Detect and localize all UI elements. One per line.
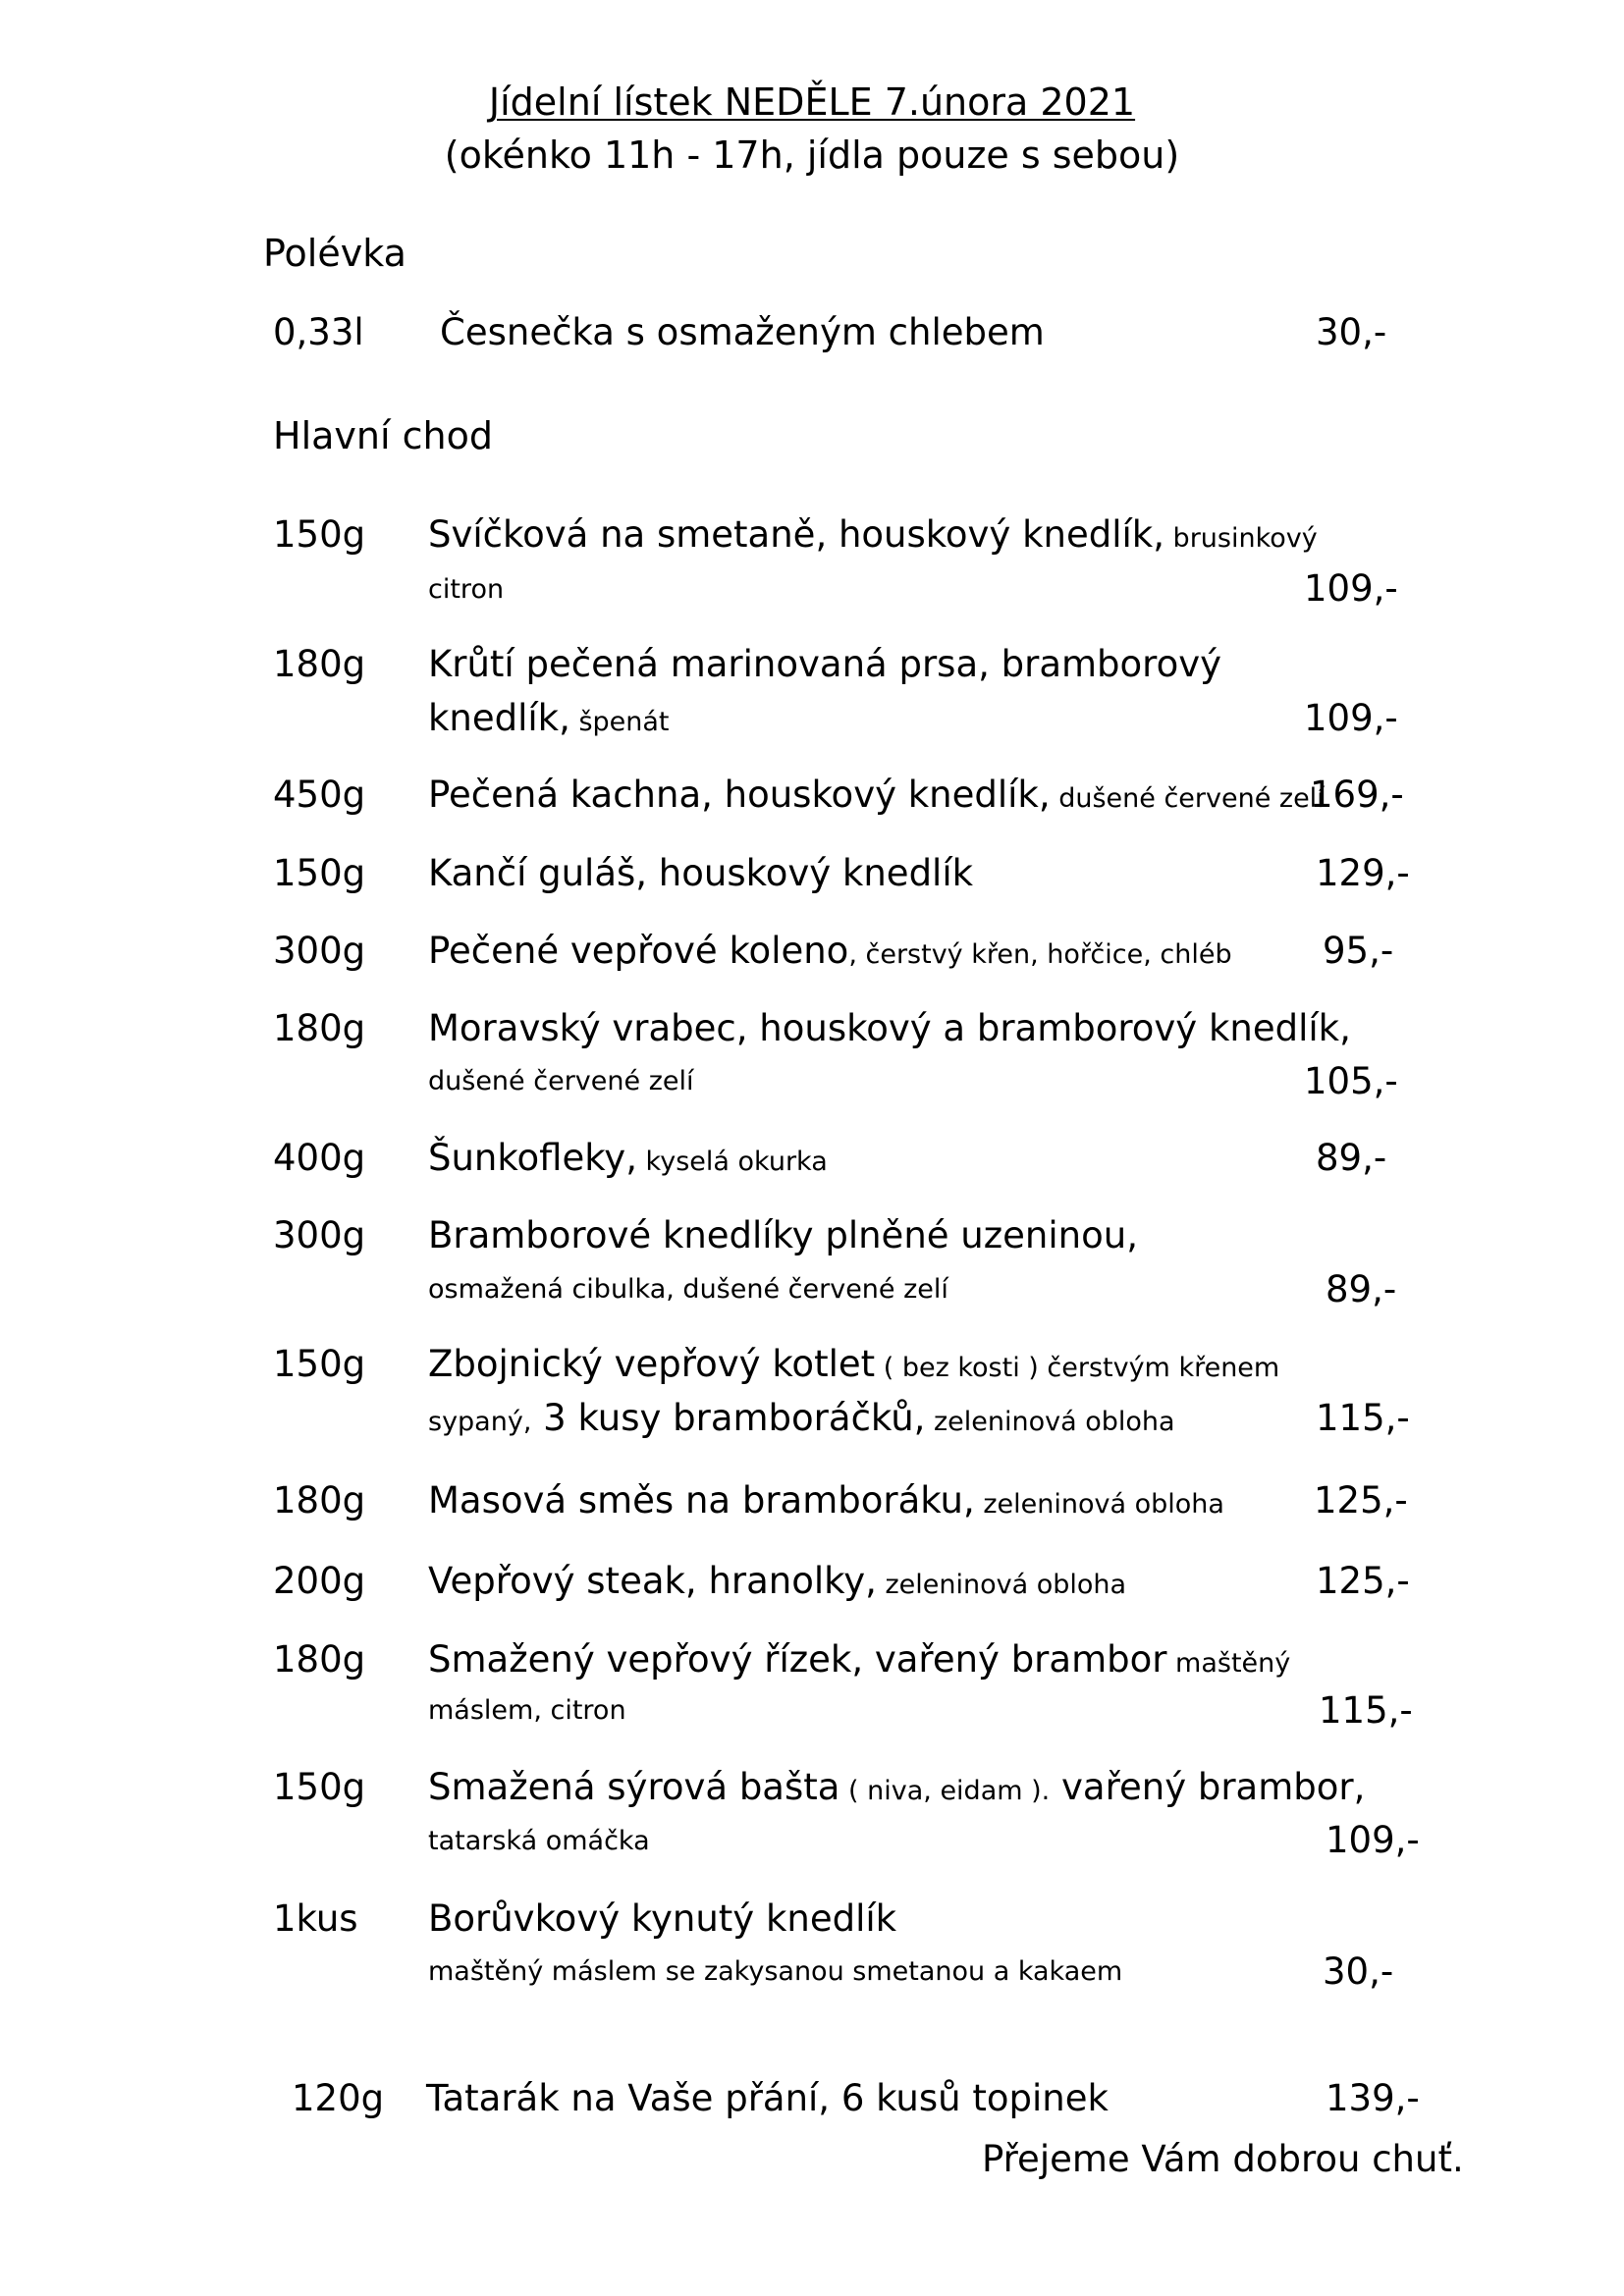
item-name [428,1766,1365,1808]
item-price: 30,- [1323,1950,1394,1993]
item-qty: 450g [273,774,366,816]
item-name [428,1638,1290,1681]
soup-price: 30,- [1316,311,1387,353]
item-price: 125,- [1314,1479,1408,1522]
item-side-text: špenát [569,707,670,737]
item-name [428,930,1232,972]
item-name [428,1343,1279,1385]
item-main-text: vařený brambor, [1050,1766,1366,1808]
item-price: 169,- [1310,774,1404,816]
item-side-text: maštěný máslem se zakysanou smetanou a kakaem [428,1956,1123,1987]
special-qty: 120g [292,2077,385,2119]
special-name: Tatarák na Vaše přání, 6 kusů topinek [426,2077,1109,2119]
item-side-text: tatarská omáčka [428,1826,650,1856]
item-side-text: citron [428,574,505,605]
item-name [428,697,670,739]
item-main-text: Bramborové knedlíky plněné uzeninou, [428,1214,1138,1256]
item-side-text: máslem, citron [428,1695,626,1726]
item-qty: 180g [273,1007,366,1049]
item-qty: 180g [273,1638,366,1681]
item-main-text: Šunkofleky, [428,1137,637,1179]
item-qty: 150g [273,852,366,894]
item-price: 115,- [1319,1689,1413,1732]
item-name [428,1137,828,1179]
item-name [428,1397,1175,1439]
item-price: 109,- [1304,697,1398,739]
item-qty: 1kus [273,1897,358,1940]
item-price: 95,- [1323,930,1394,972]
item-side-text: kyselá okurka [636,1147,828,1177]
item-side-text: dušené červené zelí [1050,783,1325,814]
item-qty: 180g [273,643,366,685]
section-main-label: Hlavní chod [273,414,493,457]
item-side-text: zeleninová obloha [974,1489,1224,1520]
item-main-text: Pečená kachna, houskový knedlík, [428,774,1051,816]
item-main-text: Svíčková na smetaně, houskový knedlík, [428,513,1164,556]
item-main-text: Masová směs na bramboráku, [428,1479,975,1522]
item-name [428,774,1325,816]
item-qty: 150g [273,1343,366,1385]
item-price: 129,- [1316,852,1410,894]
item-qty: 200g [273,1560,366,1602]
menu-subtitle: (okénko 11h - 17h, jídla pouze s sebou) [444,133,1180,177]
item-main-text: 3 kusy bramboráčků, [531,1397,926,1439]
special-price: 139,- [1326,2077,1420,2119]
item-main-text: Pečené vepřové koleno [428,930,849,972]
item-side-text: zeleninová obloha [876,1570,1127,1600]
item-qty: 300g [273,930,366,972]
item-price: 109,- [1304,567,1398,610]
item-qty: 400g [273,1137,366,1179]
item-side-text: dušené červené zelí [428,1066,694,1096]
item-main-text: knedlík, [428,697,570,739]
item-side-text: ( bez kosti ) čerstvým křenem [875,1353,1280,1383]
item-qty: 150g [273,513,366,556]
item-side-text: sypaný, [428,1407,532,1437]
soup-name: Česnečka s osmaženým chlebem [440,311,1045,353]
item-name [428,1560,1126,1602]
item-price: 115,- [1316,1397,1410,1439]
item-price: 89,- [1316,1137,1387,1179]
item-name [428,1479,1224,1522]
soup-qty: 0,33l [273,311,364,353]
item-side-text: zeleninová obloha [925,1407,1175,1437]
item-side-text: osmažená cibulka, dušené červené zelí [428,1274,948,1305]
item-qty: 300g [273,1214,366,1256]
item-main-text: Krůtí pečená marinovaná prsa, bramborový [428,643,1222,685]
item-qty: 180g [273,1479,366,1522]
item-main-text: Vepřový steak, hranolky, [428,1560,877,1602]
item-qty: 150g [273,1766,366,1808]
item-side-text: maštěný [1166,1648,1291,1679]
item-main-text: Kančí guláš, houskový knedlík [428,852,974,894]
item-side-text: , čerstvý křen, hořčice, chléb [848,939,1232,970]
item-side-text: brusinkový [1164,523,1318,554]
footer-wish: Přejeme Vám dobrou chuť. [982,2138,1464,2180]
section-soup-label: Polévka [263,232,406,275]
item-price: 89,- [1326,1268,1397,1310]
item-price: 105,- [1304,1060,1398,1102]
item-main-text: Smažený vepřový řízek, vařený brambor [428,1638,1167,1681]
item-main-text: Zbojnický vepřový kotlet [428,1343,876,1385]
item-main-text: Moravský vrabec, houskový a bramborový knedlík, [428,1007,1351,1049]
menu-title: Jídelní lístek NEDĚLE 7.února 2021 [488,80,1136,124]
item-price: 125,- [1316,1560,1410,1602]
item-side-text: ( niva, eidam ). [839,1776,1051,1806]
item-name [428,513,1318,556]
item-main-text: Borůvkový kynutý knedlík [428,1897,897,1940]
item-price: 109,- [1326,1819,1420,1861]
item-main-text: Smažená sýrová bašta [428,1766,840,1808]
